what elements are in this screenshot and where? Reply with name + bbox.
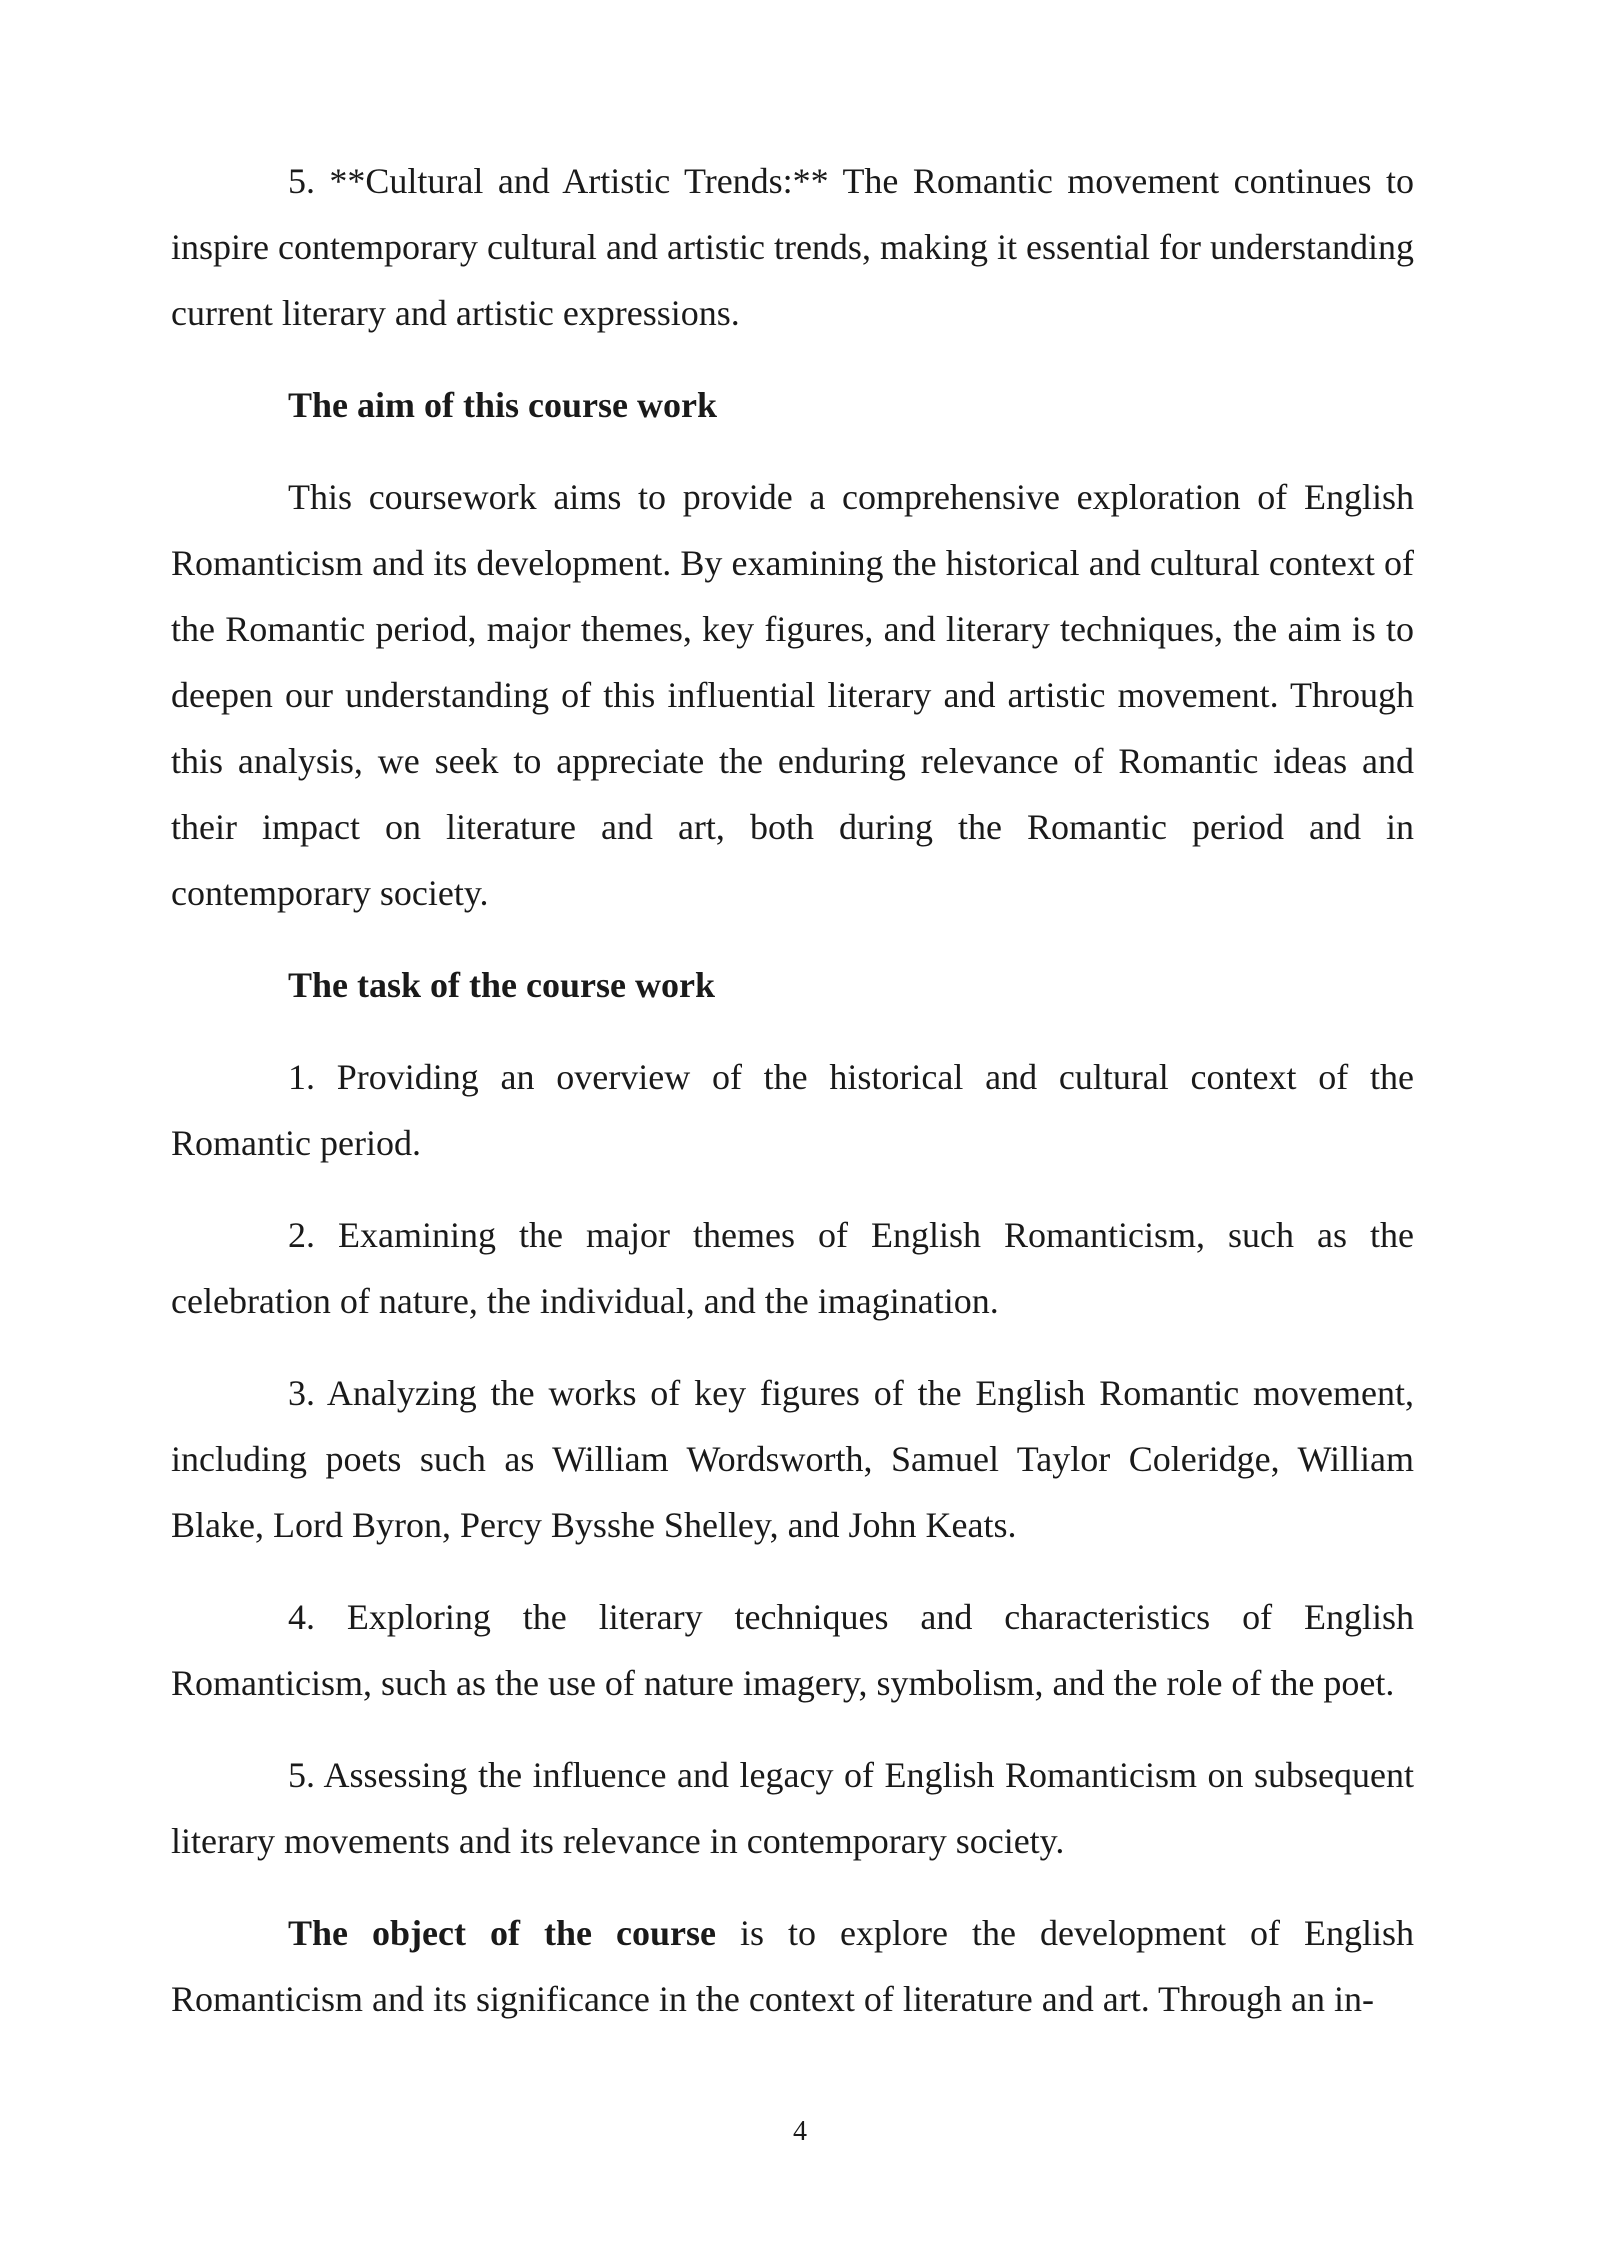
document-page — [171, 148, 1414, 2032]
heading-aim: The aim of this course work — [288, 385, 717, 425]
page-number: 4 — [793, 2116, 807, 2147]
paragraph-aim: This coursework aims to provide a comprehensive exploration of English Romanticism and its development. By examining the historical and cultural context of the Romantic period, major themes, key figures, and literary techniques, the aim is to deepen our understanding of this influential literary and artistic movement. Through this analysis, we seek to appreciate the enduring relevance of Romantic ideas and their impact on literature and art, both during the Romantic period and in contemporary society. — [171, 477, 1414, 913]
object-lead-bold: The object of the course — [288, 1913, 716, 1953]
task-item-4: 4. Exploring the literary techniques and characteristics of English Romanticism, such as the use of nature imagery, symbolism, and the role of the poet. — [171, 1597, 1414, 1703]
heading-task: The task of the course work — [288, 965, 715, 1005]
task-item-3: 3. Analyzing the works of key figures of the English Romantic movement, including poets such as William Wordsworth, Samuel Taylor Coleridge, William Blake, Lord Byron, Percy Bysshe Shelley, and John Keats. — [171, 1373, 1414, 1545]
object-text: is to explore the development of English Romanticism and its significance in the context of literature and art. Through an in- — [171, 1913, 1414, 2019]
task-item-2: 2. Examining the major themes of English Romanticism, such as the celebration of nature, the individual, and the imagination. — [171, 1215, 1414, 1321]
paragraph-cultural-trends: 5. **Cultural and Artistic Trends:** The Romantic movement continues to inspire contemporary cultural and artistic trends, making it essential for understanding current literary and artistic expressions. — [171, 161, 1414, 333]
task-item-1: 1. Providing an overview of the historical and cultural context of the Romantic period. — [171, 1057, 1414, 1163]
paragraph-object — [171, 1900, 1414, 2032]
task-item-5: 5. Assessing the influence and legacy of English Romanticism on subsequent literary movements and its relevance in contemporary society. — [171, 1755, 1414, 1861]
